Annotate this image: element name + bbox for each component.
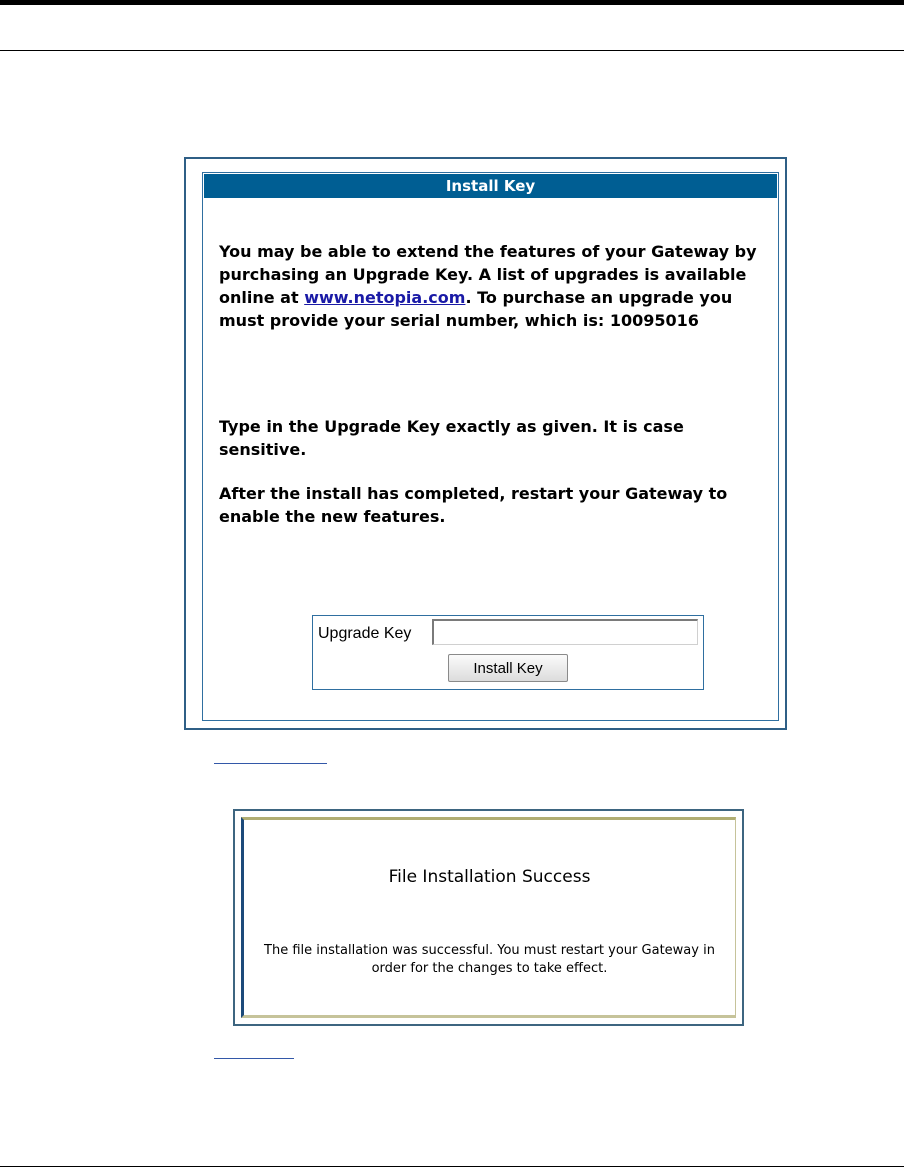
netopia-link[interactable]: www.netopia.com [304, 288, 466, 307]
install-key-intro-text [219, 240, 767, 332]
upgrade-key-label: Upgrade Key [318, 625, 412, 642]
file-installation-success-panel [241, 817, 736, 1018]
install-key-button[interactable]: Install Key [448, 654, 568, 682]
install-key-panel [202, 172, 779, 721]
bottom-rule [0, 1166, 904, 1167]
caption-underline-1 [214, 763, 327, 764]
intro-text-after-link: . To purchase an upgrade you must provide your serial number, which is: 10095016 [219, 288, 733, 330]
upgrade-key-input[interactable] [432, 619, 698, 645]
success-message: The file installation was successful. You must restart your Gateway in order for the changes to take effect. [264, 943, 715, 976]
upgrade-key-form [312, 615, 704, 690]
caption-underline-2 [214, 1058, 294, 1059]
intro-text-before-link: You may be able to extend the features of your Gateway by purchasing an Upgrade Key. A list of upgrades is available online at [219, 242, 757, 307]
install-key-header: Install Key [204, 174, 777, 198]
top-rule-thin [0, 50, 904, 51]
restart-note: After the install has completed, restart your Gateway to enable the new features. [219, 484, 728, 526]
success-title: File Installation Success [388, 867, 591, 887]
case-sensitive-note: Type in the Upgrade Key exactly as given. It is case sensitive. [219, 417, 684, 459]
file-installation-success-screenshot [233, 809, 744, 1026]
top-rule-thick [0, 0, 904, 5]
install-key-screenshot [184, 157, 787, 730]
